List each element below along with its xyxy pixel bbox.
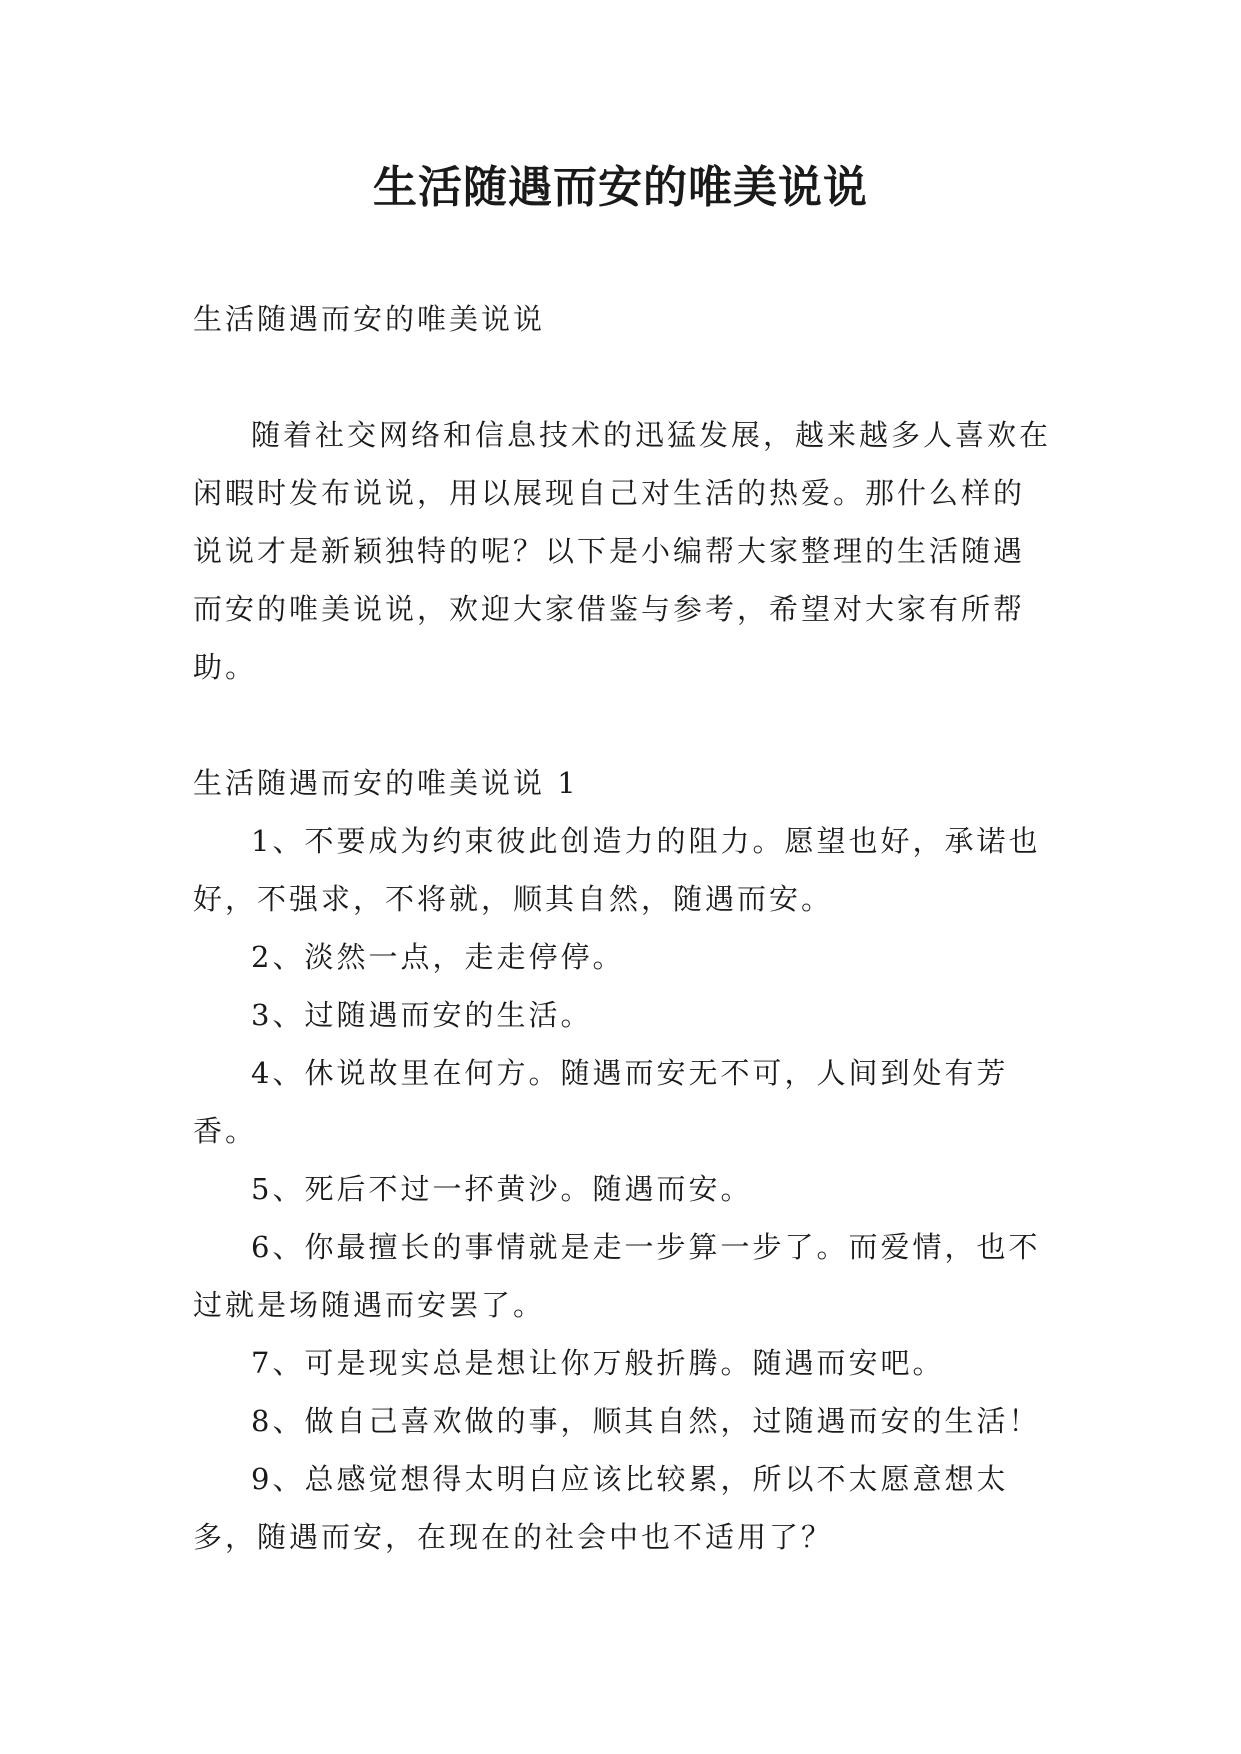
document-body bbox=[193, 290, 1055, 1566]
list-item: 5、死后不过一抔黄沙。随遇而安。 bbox=[251, 1172, 753, 1206]
list-item: 7、可是现实总是想让你万般折腾。随遇而安吧。 bbox=[251, 1346, 945, 1380]
document-subtitle: 生活随遇而安的唯美说说 bbox=[193, 302, 546, 336]
document-title: 生活随遇而安的唯美说说 bbox=[373, 162, 868, 213]
list-item: 2、淡然一点，走走停停。 bbox=[251, 940, 625, 974]
spacer bbox=[193, 348, 1055, 406]
list-item: 6、你最擅长的事情就是走一步算一步了。而爱情，也不过就是场随遇而安罢了。 bbox=[193, 1230, 1041, 1322]
spacer bbox=[193, 696, 1055, 754]
section-heading: 生活随遇而安的唯美说说 1 bbox=[193, 766, 579, 800]
list-item: 4、休说故里在何方。随遇而安无不可，人间到处有芳香。 bbox=[193, 1056, 1009, 1148]
list-item: 8、做自己喜欢做的事，顺其自然，过随遇而安的生活！ bbox=[251, 1404, 1041, 1438]
intro-paragraph: 随着社交网络和信息技术的迅猛发展，越来越多人喜欢在闲暇时发布说说，用以展现自己对生活的热爱。那什么样的说说才是新颖独特的呢？以下是小编帮大家整理的生活随遇而安的唯美说说，欢迎大家借鉴与参考，希望对大家有所帮助。 bbox=[193, 418, 1052, 684]
list-item: 9、总感觉想得太明白应该比较累，所以不太愿意想太多，随遇而安，在现在的社会中也不适用了？ bbox=[193, 1462, 1009, 1554]
list-item: 3、过随遇而安的生活。 bbox=[251, 998, 593, 1032]
list-item: 1、不要成为约束彼此创造力的阻力。愿望也好，承诺也好，不强求，不将就，顺其自然，随遇而安。 bbox=[193, 824, 1041, 916]
